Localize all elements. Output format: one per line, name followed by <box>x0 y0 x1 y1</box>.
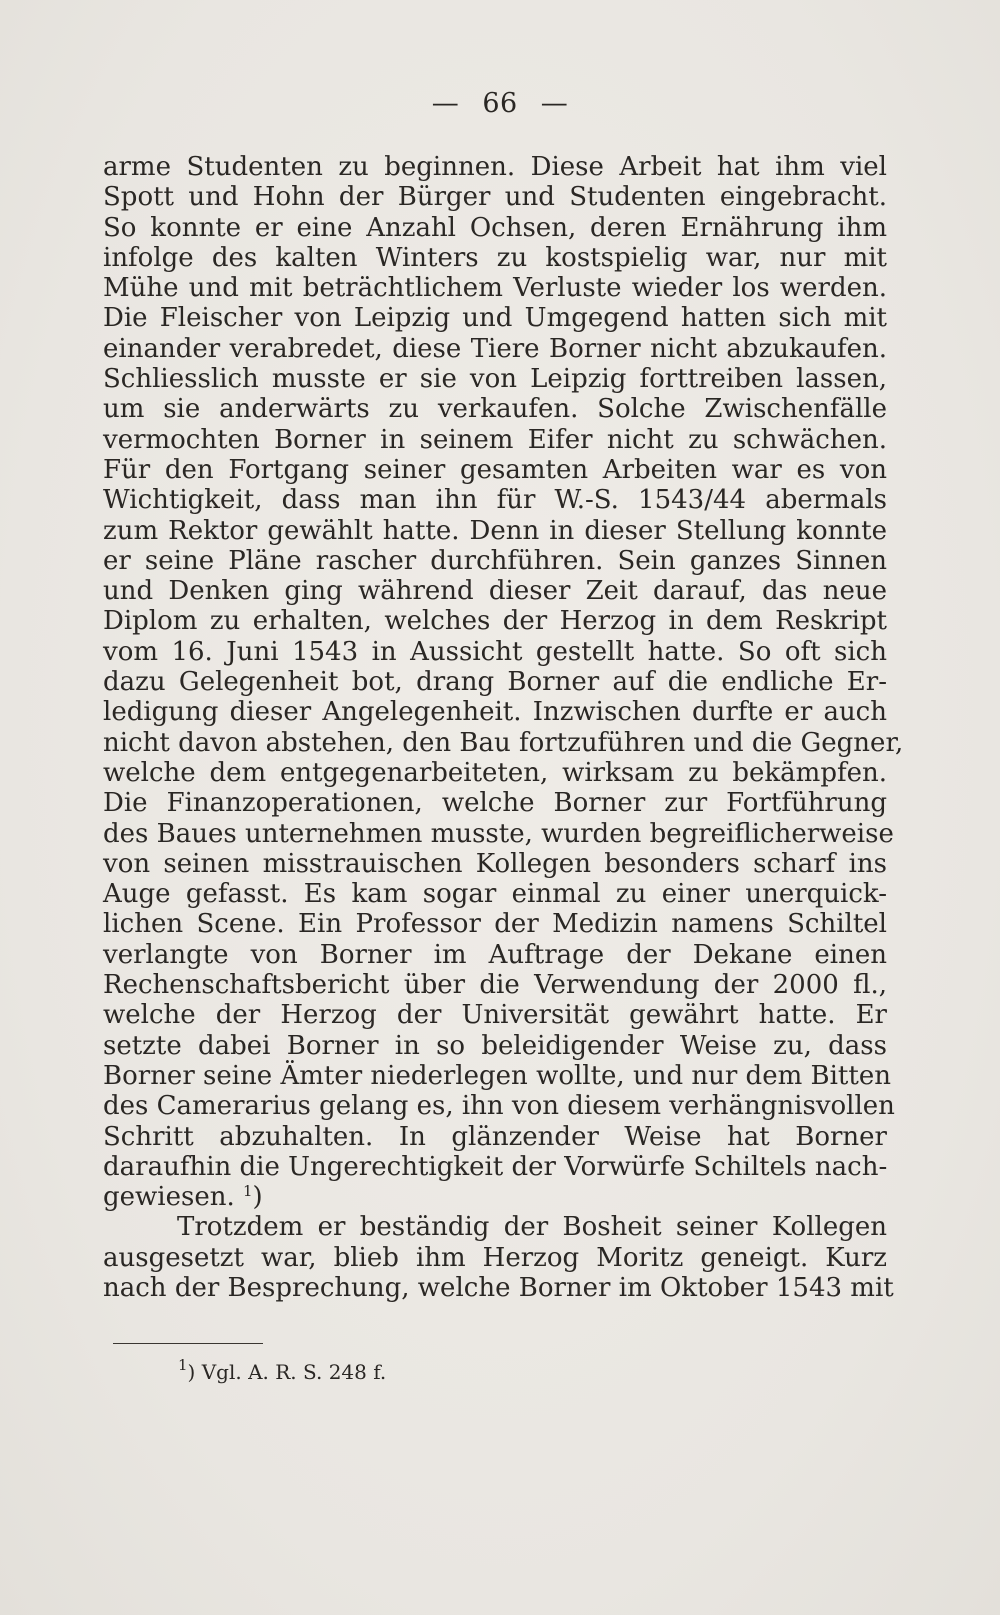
body-text <box>103 152 904 1303</box>
footnote <box>178 1358 386 1386</box>
text-line: nach der Besprechung, welche Borner im Oktober 1543 mit <box>103 1272 894 1303</box>
text-line: Für den Fortgang seiner gesamten Arbeiten war es von <box>103 454 887 485</box>
text-line: welche der Herzog der Universität gewährt hatte. Er <box>103 1000 887 1031</box>
text-line: um sie anderwärts zu verkaufen. Solche Zwischenfälle <box>103 394 887 425</box>
text-line: So konnte er eine Anzahl Ochsen, deren Ernährung ihm <box>103 212 887 243</box>
text-line: zum Rektor gewählt hatte. Denn in dieser Stellung konnte <box>103 515 887 546</box>
text-line: vermochten Borner in seinem Eifer nicht zu schwächen. <box>103 424 887 455</box>
text-line: ledigung dieser Angelegenheit. Inzwischen durfte er auch <box>103 697 887 728</box>
text-fragment: gewiesen. <box>103 1182 235 1213</box>
text-line: Wichtigkeit, dass man ihn für W.-S. 1543/44 abermals <box>103 485 887 516</box>
text-line: Auge gefasst. Es kam sogar einmal zu einer unerquick- <box>103 879 887 910</box>
text-line: er seine Pläne rascher durchführen. Sein ganzes Sinnen <box>103 545 887 576</box>
text-line: Borner seine Ämter niederlegen wollte, und nur dem Bitten <box>103 1060 891 1091</box>
text-line: arme Studenten zu beginnen. Diese Arbeit hat ihm viel <box>103 152 887 182</box>
text-line: Die Fleischer von Leipzig und Umgegend hatten sich mit <box>103 303 887 334</box>
footnote-reference[interactable]: 1 <box>243 1182 253 1201</box>
footnote-marker: 1 <box>178 1356 188 1374</box>
text-line: dazu Gelegenheit bot, drang Borner auf die endliche Er- <box>103 667 887 698</box>
text-line: Schritt abzuhalten. In glänzender Weise hat Borner <box>103 1121 887 1152</box>
text-line: und Denken ging während dieser Zeit darauf, das neue <box>103 576 887 607</box>
text-line: setzte dabei Borner in so beleidigender Weise zu, dass <box>103 1030 887 1061</box>
text-line: des Camerarius gelang es, ihn von diesem verhängnisvollen <box>103 1091 895 1122</box>
footnote-divider <box>113 1343 263 1344</box>
text-line: welche dem entgegenarbeiteten, wirksam zu bekämpfen. <box>103 757 887 788</box>
text-line: von seinen misstrauischen Kollegen besonders scharf ins <box>103 848 887 879</box>
text-line: Spott und Hohn der Bürger und Studenten eingebracht. <box>103 182 887 213</box>
footnote-text: Vgl. A. R. S. 248 f. <box>195 1360 387 1384</box>
text-line: des Baues unternehmen musste, wurden begreiflicherweise <box>103 818 894 849</box>
text-line: ausgesetzt war, blieb ihm Herzog Moritz geneigt. Kurz <box>103 1242 887 1273</box>
footnote-reference-paren: ) <box>252 1182 263 1213</box>
paragraph-end-line <box>103 1182 887 1212</box>
text-line: einander verabredet, diese Tiere Borner nicht abzukaufen. <box>103 333 887 364</box>
text-line: Trotzdem er beständig der Bosheit seiner Kollegen <box>177 1212 887 1243</box>
footnote-marker-paren: ) <box>187 1360 196 1384</box>
text-line: Schliesslich musste er sie von Leipzig forttreiben lassen, <box>103 364 887 395</box>
text-line: Die Finanzoperationen, welche Borner zur Fortführung <box>103 788 887 819</box>
text-line: Rechenschaftsbericht über die Verwendung der 2000 fl., <box>103 970 887 1001</box>
page-number: — 66 — <box>431 88 569 119</box>
text-line: vom 16. Juni 1543 in Aussicht gestellt hatte. So oft sich <box>103 636 887 667</box>
text-line: nicht davon abstehen, den Bau fortzuführen und die Gegner, <box>103 727 904 758</box>
text-line: Mühe und mit beträchtlichem Verluste wieder los werden. <box>103 273 887 304</box>
text-line: infolge des kalten Winters zu kostspielig war, nur mit <box>103 242 887 273</box>
text-line: daraufhin die Ungerechtigkeit der Vorwürfe Schiltels nach- <box>103 1151 888 1182</box>
text-line: Diplom zu erhalten, welches der Herzog in dem Reskript <box>103 606 887 637</box>
text-line: verlangte von Borner im Auftrage der Dekane einen <box>103 939 887 970</box>
text-line: lichen Scene. Ein Professor der Medizin namens Schiltel <box>103 909 887 940</box>
